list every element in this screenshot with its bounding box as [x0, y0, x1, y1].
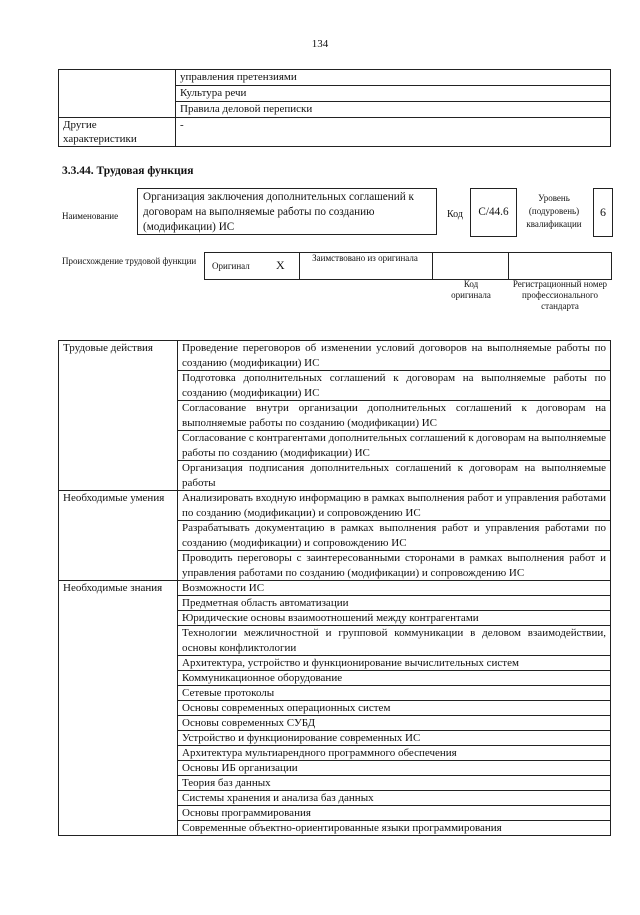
code-original-label: Код оригинала [451, 279, 491, 300]
borrowed-label: Заимствовано из оригинала [312, 253, 418, 263]
level-value-box: 6 [593, 188, 613, 237]
skills-label: Необходимые умения [59, 491, 178, 581]
code-label: Код [447, 209, 463, 220]
table-cell: - [176, 118, 611, 147]
original-label: Оригинал [212, 261, 250, 271]
table-cell: Организация подписания дополнительных соглашений к договорам на выполняемые работы [178, 461, 611, 491]
table-cell: Проводить переговоры с заинтересованными сторонами в рамках выполнения работ и управления работами по созданию (модификации) и сопровождению ИС [178, 551, 611, 581]
table-cell: Юридические основы взаимоотношений между контрагентами [178, 611, 611, 626]
table-cell: Устройство и функционирование современных ИС [178, 731, 611, 746]
table-cell: Основы современных СУБД [178, 716, 611, 731]
table-cell: Современные объектно-ориентированные языки программирования [178, 821, 611, 836]
table-row [59, 70, 611, 86]
table-cell: Основы ИБ организации [178, 761, 611, 776]
table-cell: Подготовка дополнительных соглашений к договорам на выполняемые работы по созданию (модификации) ИС [178, 371, 611, 401]
origin-reg-box [508, 252, 612, 280]
table-cell: Архитектура мультиарендного программного обеспечения [178, 746, 611, 761]
table-cell: Основы программирования [178, 806, 611, 821]
table-cell: управления претензиями [176, 70, 611, 86]
code-value-box: С/44.6 [470, 188, 517, 237]
main-table [58, 340, 611, 836]
table-row [59, 581, 611, 596]
page-number: 134 [311, 38, 329, 50]
table-cell: Согласование с контрагентами дополнительных соглашений к договорам на выполняемые работы по созданию (модификации) ИС [178, 431, 611, 461]
function-name-box: Организация заключения дополнительных соглашений к договорам на выполняемые работы по созданию (модификации) ИС [137, 188, 437, 235]
table-cell: Коммуникационное оборудование [178, 671, 611, 686]
section-heading: 3.3.44. Трудовая функция [62, 165, 194, 177]
table-cell: Проведение переговоров об изменении условий договоров на выполняемые работы по созданию (модификации) ИС [178, 341, 611, 371]
origin-label: Происхождение трудовой функции [62, 256, 197, 266]
name-label: Наименование [62, 211, 119, 221]
table-row [59, 491, 611, 521]
table-cell: Культура речи [176, 86, 611, 102]
origin-borrowed-box [298, 252, 433, 280]
table-row [59, 118, 611, 147]
table-cell: Разрабатывать документацию в рамках выполнения работ и управления работами по созданию (модификации) и сопровождению ИС [178, 521, 611, 551]
table-cell: Анализировать входную информацию в рамках выполнения работ и управления работами по созданию (модификации) и сопровождению ИС [178, 491, 611, 521]
table-row [59, 341, 611, 371]
table-cell: Системы хранения и анализа баз данных [178, 791, 611, 806]
table-cell: Правила деловой переписки [176, 102, 611, 118]
original-mark: X [276, 258, 285, 272]
table-cell: Архитектура, устройство и функционирование вычислительных систем [178, 656, 611, 671]
origin-original-box [204, 252, 300, 280]
top-table [58, 69, 611, 147]
reg-number-label: Регистрационный номер профессионального стандарта [512, 279, 608, 311]
table-cell: Основы современных операционных систем [178, 701, 611, 716]
table-cell: Предметная область автоматизации [178, 596, 611, 611]
table-cell: Согласование внутри организации дополнительных соглашений к договорам на выполняемые работы по созданию (модификации) ИС [178, 401, 611, 431]
table-cell: Теория баз данных [178, 776, 611, 791]
level-label: Уровень (подуровень) квалификации [526, 193, 582, 229]
table-cell-empty [59, 70, 176, 118]
table-cell: Сетевые протоколы [178, 686, 611, 701]
labor-actions-label: Трудовые действия [59, 341, 178, 491]
table-cell: Возможности ИС [178, 581, 611, 596]
knowledge-label: Необходимые знания [59, 581, 178, 836]
table-cell: Технологии межличностной и групповой коммуникации в деловом взаимодействии, основы конфликтологии [178, 626, 611, 656]
other-characteristics-label: Другие характеристики [59, 118, 176, 147]
origin-code-box [432, 252, 509, 280]
